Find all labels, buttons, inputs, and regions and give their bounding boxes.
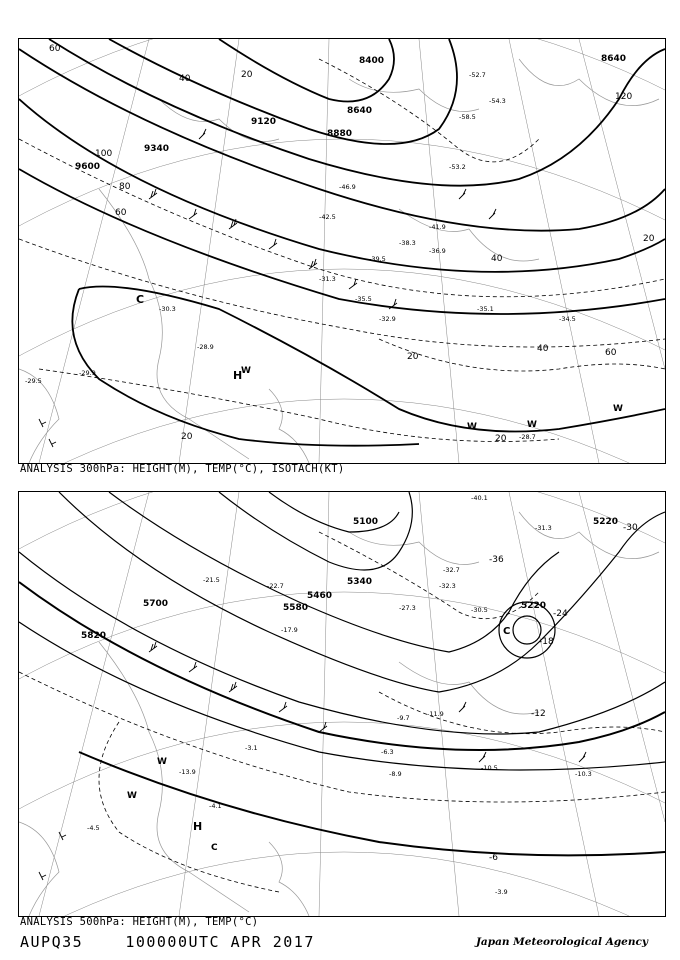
agency-name: Japan Meteorological Agency bbox=[475, 936, 648, 948]
coastline bbox=[19, 59, 659, 463]
obs-label: -22.7 bbox=[267, 582, 284, 590]
high-marker: H bbox=[193, 820, 203, 833]
height-label: 8880 bbox=[327, 129, 353, 139]
temp-label: -36.9 bbox=[429, 247, 446, 255]
obs-label: -11.9 bbox=[427, 710, 444, 718]
temp-label: -53.2 bbox=[449, 163, 466, 171]
obs-label: -3.9 bbox=[495, 888, 508, 896]
height-labels bbox=[75, 54, 626, 172]
wind-barbs bbox=[39, 642, 586, 880]
warm-marker: W bbox=[157, 757, 167, 767]
obs-label: -27.3 bbox=[399, 604, 416, 612]
height-label: 5220 bbox=[593, 517, 619, 527]
warm-marker: W bbox=[527, 420, 537, 430]
cold-marker: C bbox=[503, 626, 511, 637]
chart-500hpa-map bbox=[19, 492, 665, 916]
isotach-label: 40 bbox=[491, 254, 503, 264]
cold-marker: C bbox=[211, 843, 218, 853]
obs-label: -6.3 bbox=[381, 748, 394, 756]
chart-300hpa bbox=[18, 38, 666, 464]
system-markers bbox=[127, 626, 510, 853]
isotach-label: 20 bbox=[407, 352, 419, 362]
height-label: 5580 bbox=[283, 603, 309, 613]
cold-marker: C bbox=[136, 293, 145, 306]
temp-label: -29.9 bbox=[79, 369, 96, 377]
temp-label: -38.3 bbox=[399, 239, 416, 247]
height-label: 9340 bbox=[144, 144, 170, 154]
isotach-label: 60 bbox=[49, 44, 61, 54]
temp-label: -52.7 bbox=[469, 71, 486, 79]
height-label: 5700 bbox=[143, 599, 169, 609]
isotherm-label: -30 bbox=[623, 523, 638, 533]
obs-label: -32.3 bbox=[439, 582, 456, 590]
obs-label: -10.3 bbox=[575, 770, 592, 778]
height-contours bbox=[19, 492, 665, 770]
obs-label: -17.9 bbox=[281, 626, 298, 634]
height-label: 9120 bbox=[251, 117, 277, 127]
isotach-label: 60 bbox=[115, 208, 127, 218]
obs-label: -4.5 bbox=[87, 824, 100, 832]
isotherms bbox=[19, 59, 665, 442]
warm-marker: W bbox=[241, 366, 251, 376]
obs-label: -31.3 bbox=[535, 524, 552, 532]
height-label: 8640 bbox=[601, 54, 627, 64]
chart-300hpa-caption: ANALYSIS 300hPa: HEIGHT(M), TEMP(°C), ISOTACH(KT) bbox=[20, 463, 345, 475]
temp-label: -41.9 bbox=[429, 223, 446, 231]
temp-label: -58.5 bbox=[459, 113, 476, 121]
isotach-label: 20 bbox=[643, 234, 655, 244]
temp-label: -54.3 bbox=[489, 97, 506, 105]
temp-label: -29.5 bbox=[25, 377, 42, 385]
obs-label: -4.1 bbox=[209, 802, 222, 810]
high-marker: H bbox=[233, 369, 243, 382]
temp-label: -46.9 bbox=[339, 183, 356, 191]
temp-label: -42.5 bbox=[319, 213, 336, 221]
isotach-label: 40 bbox=[537, 344, 549, 354]
height-label: 5460 bbox=[307, 591, 333, 601]
height-label: 5220 bbox=[521, 601, 547, 611]
isotherm-label: -12 bbox=[531, 709, 546, 719]
obs-label: -30.5 bbox=[471, 606, 488, 614]
obs-label: -10.5 bbox=[481, 764, 498, 772]
height-label: 8400 bbox=[359, 56, 385, 66]
obs-label: -3.1 bbox=[245, 744, 258, 752]
height-contours bbox=[19, 39, 665, 446]
isotach-label: 80 bbox=[119, 182, 131, 192]
isotach-label: 20 bbox=[241, 70, 253, 80]
temp-label: -34.5 bbox=[559, 315, 576, 323]
obs-label: -40.1 bbox=[471, 494, 488, 502]
graticule bbox=[19, 492, 665, 916]
chart-300hpa-map bbox=[19, 39, 665, 463]
isotherms bbox=[19, 532, 665, 892]
height-label: 5340 bbox=[347, 577, 373, 587]
temp-label: -35.5 bbox=[355, 295, 372, 303]
obs-label: -8.9 bbox=[389, 770, 402, 778]
obs-label: -21.5 bbox=[203, 576, 220, 584]
isotherm-label: -24 bbox=[553, 609, 568, 619]
temp-label: -28.7 bbox=[519, 433, 536, 441]
bold-contours bbox=[19, 582, 665, 855]
temp-label: -31.3 bbox=[319, 275, 336, 283]
product-header bbox=[20, 933, 315, 951]
height-label: 5820 bbox=[81, 631, 107, 641]
obs-label: -9.7 bbox=[397, 714, 410, 722]
obs-label: -32.7 bbox=[443, 566, 460, 574]
product-code: AUPQ35 bbox=[20, 933, 84, 951]
height-label: 8640 bbox=[347, 106, 373, 116]
graticule bbox=[19, 39, 665, 463]
obs-label: -13.9 bbox=[179, 768, 196, 776]
isotherm-label: -36 bbox=[489, 555, 504, 565]
warm-marker: W bbox=[127, 791, 137, 801]
chart-500hpa-caption: ANALYSIS 500hPa: HEIGHT(M), TEMP(°C) bbox=[20, 916, 259, 928]
valid-time: 100000UTC APR 2017 bbox=[125, 933, 315, 951]
warm-marker: W bbox=[613, 404, 623, 414]
isotherm-label: -18 bbox=[539, 637, 554, 647]
isotach-labels bbox=[49, 44, 655, 444]
chart-500hpa bbox=[18, 491, 666, 917]
isotach-label: 20 bbox=[181, 432, 193, 442]
obs-labels bbox=[87, 494, 592, 896]
isotach-label: 60 bbox=[605, 348, 617, 358]
isotach-label: 40 bbox=[179, 74, 191, 84]
isotherm-label: -6 bbox=[489, 853, 498, 863]
height-label: 5100 bbox=[353, 517, 379, 527]
temp-label: -28.9 bbox=[197, 343, 214, 351]
system-markers bbox=[136, 293, 623, 432]
wind-barbs bbox=[39, 129, 496, 447]
isotherm-labels bbox=[489, 523, 638, 863]
temp-label: -35.1 bbox=[477, 305, 494, 313]
temp-label: -32.9 bbox=[379, 315, 396, 323]
temp-label: -30.3 bbox=[159, 305, 176, 313]
isotach-label: 100 bbox=[95, 149, 113, 159]
isotach-label: 20 bbox=[495, 434, 507, 444]
temp-label: -39.5 bbox=[369, 255, 386, 263]
height-label: 9600 bbox=[75, 162, 101, 172]
warm-marker: W bbox=[467, 422, 477, 432]
isotach-label: 120 bbox=[615, 92, 633, 102]
